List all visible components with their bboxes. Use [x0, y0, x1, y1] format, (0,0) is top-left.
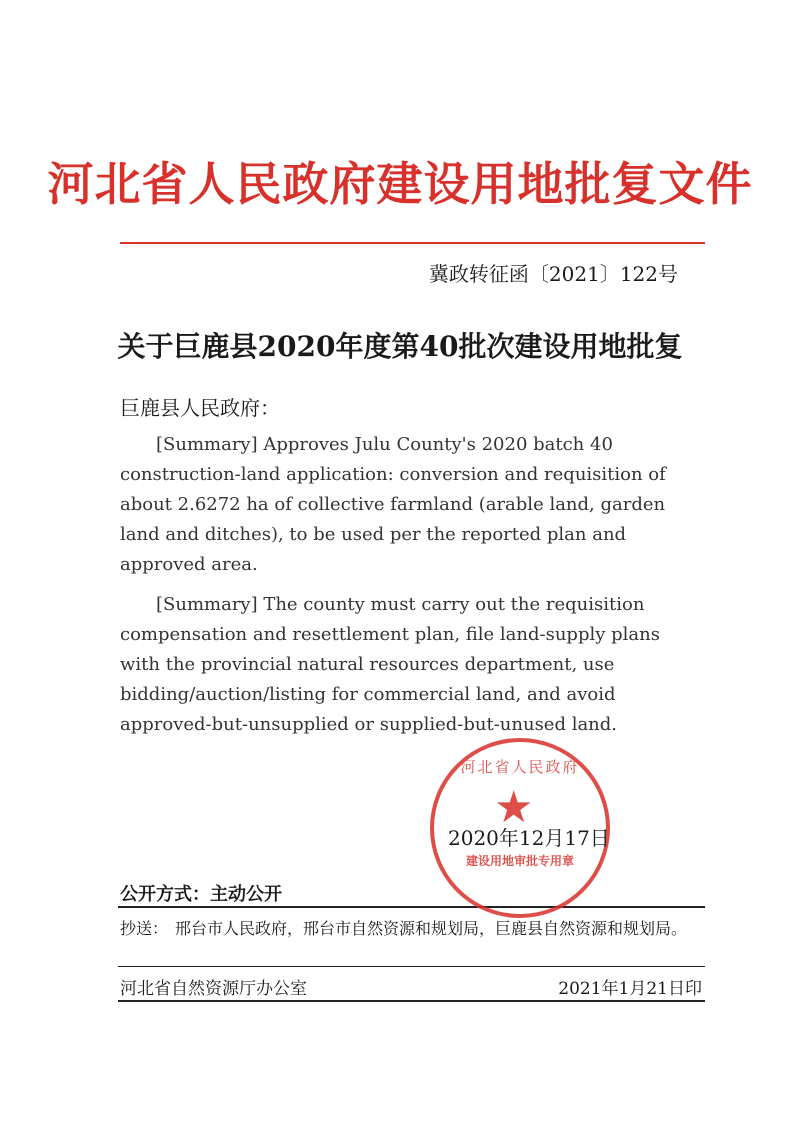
summary-paragraph: [Summary] The county must carry out the requisition compensation and resettlement plan, file land-supply plans with the provincial natural resources department, use bidding/auction/listing for commercial land, and avoid approved-but-unsupplied or supplied-but-unused land.	[120, 594, 660, 735]
seal-subtext: 建设用地审批专用章	[465, 854, 574, 868]
cc-recipients: 邢台市人民政府，邢台市自然资源和规划局，巨鹿县自然资源和规划局。	[175, 919, 688, 938]
footer-divider	[118, 1000, 705, 1002]
footer-divider	[118, 966, 705, 967]
footer-divider	[118, 906, 705, 908]
document-number: 冀政转征函〔2021〕122号	[428, 262, 678, 286]
seal-text: 河北省人民政府	[460, 758, 580, 776]
body-summary	[120, 430, 705, 750]
signing-date: 2020年12月17日	[448, 826, 610, 850]
print-date: 2021年1月21日印	[558, 979, 702, 999]
cc-label: 抄送：	[120, 919, 169, 938]
document-title: 关于巨鹿县2020年度第40批次建设用地批复	[117, 330, 683, 363]
star-icon: ★	[494, 782, 534, 833]
issuing-office: 河北省自然资源厅办公室	[120, 979, 307, 999]
addressee: 巨鹿县人民政府：	[120, 396, 280, 420]
document-masthead: 河北省人民政府建设用地批复文件	[47, 157, 753, 211]
masthead-divider	[120, 242, 705, 244]
disclosure-method: 公开方式：主动公开	[120, 884, 282, 905]
summary-paragraph: [Summary] Approves Julu County's 2020 batch 40 construction-land application: conversion and requisition of about 2.6272 ha of collective farmland (arable land, garden land and ditches), to be used per the reported plan and approved area.	[120, 434, 666, 575]
